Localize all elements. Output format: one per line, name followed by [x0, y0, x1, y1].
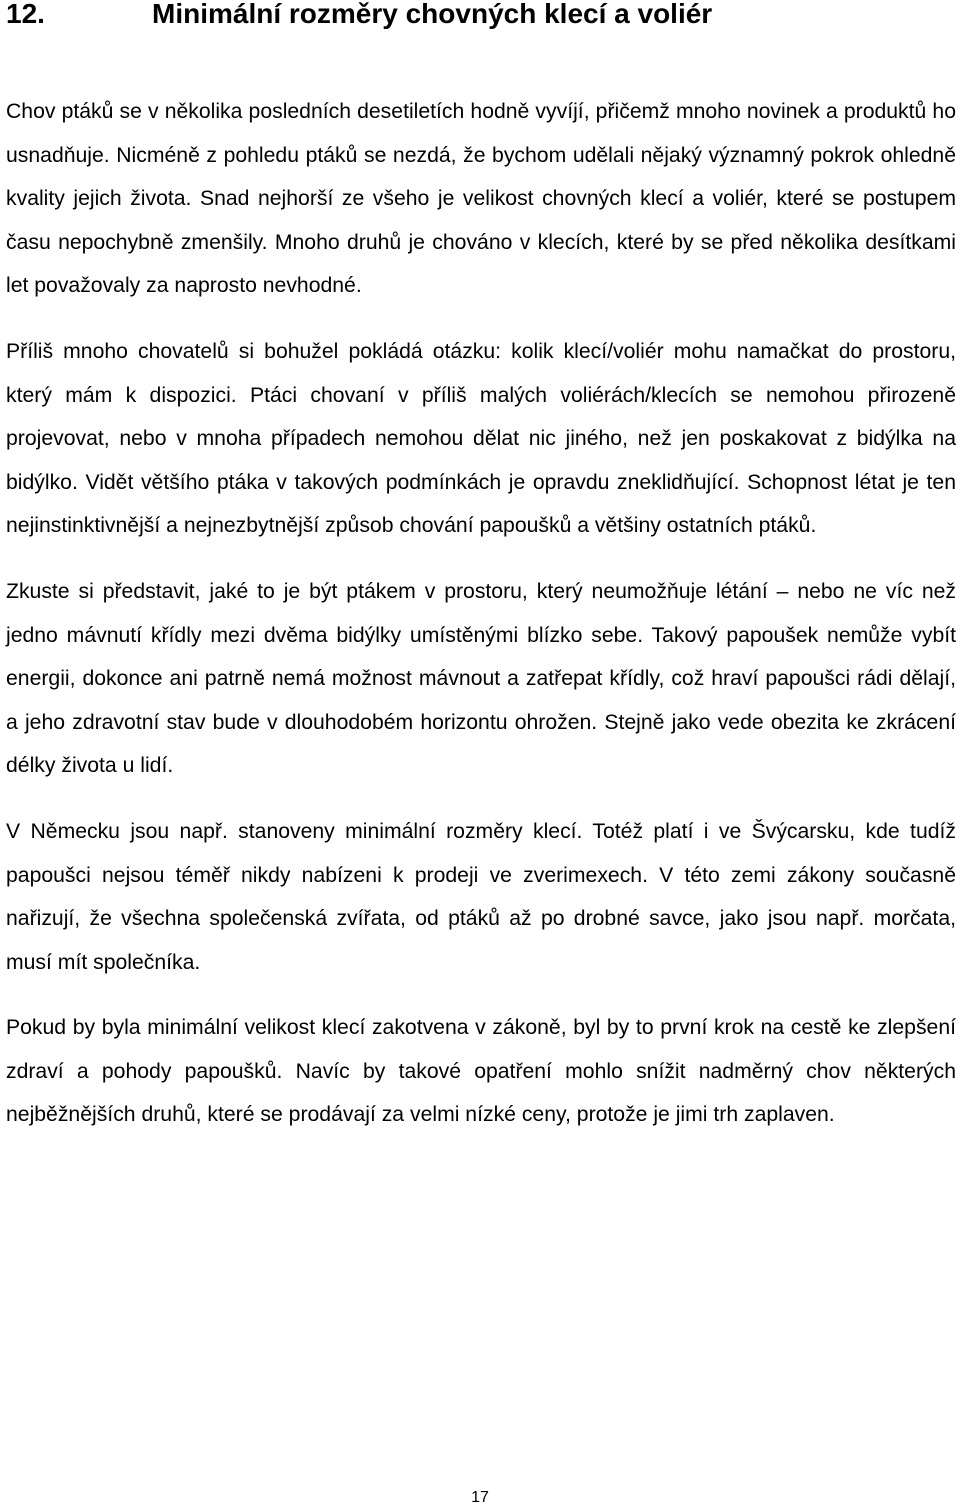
- paragraph: V Německu jsou např. stanoveny minimální rozměry klecí. Totéž platí i ve Švýcarsku, kde tudíž papoušci nejsou téměř nikdy nabízeni k prodeji ve zverimexech. V této zemi zákony současně nařizují, že všechna společenská zvířata, od ptáků až po drobné savce, jako jsou např. morčata, musí mít společníka.: [6, 819, 956, 974]
- paragraph: Pokud by byla minimální velikost klecí zakotvena v zákoně, byl by to první krok na cestě ke zlepšení zdraví a pohody papoušků. Navíc by takové opatření mohlo snížit nadměrný chov některých nejběžnějších druhů, které se prodávají za velmi nízké ceny, protože je jimi trh zaplaven.: [6, 1016, 956, 1127]
- paragraph: Zkuste si představit, jaké to je být ptákem v prostoru, který neumožňuje létání – nebo ne víc než jedno mávnutí křídly mezi dvěma bidýlky umístěnými blízko sebe. Takový papoušek nemůže vybít energii, dokonce ani patrně nemá možnost mávnout a zatřepat křídly, což hraví papoušci rádi dělají, a jeho zdravotní stav bude v dlouhodobém horizontu ohrožen. Stejně jako vede obezita ke zkrácení délky života u lidí.: [6, 579, 956, 778]
- paragraph: Chov ptáků se v několika posledních desetiletích hodně vyvíjí, přičemž mnoho novinek a produktů ho usnadňuje. Nicméně z pohledu ptáků se nezdá, že bychom udělali nějaký významný pokrok ohledně kvality jejich života. Snad nejhorší ze všeho je velikost chovných klecí a voliér, které se postupem času nepochybně zmenšily. Mnoho druhů je chováno v klecích, které by se před několika desítkami let považovaly za naprosto nevhodné.: [6, 100, 956, 298]
- paragraph: Příliš mnoho chovatelů si bohužel pokládá otázku: kolik klecí/voliér mohu namačkat do prostoru, který mám k dispozici. Ptáci chovaní v příliš malých voliérách/klecích se nemohou přirozeně projevovat, nebo v mnoha případech nemohou dělat nic jiného, než jen poskakovat z bidýlka na bidýlko. Vidět většího ptáka v takových podmínkách je opravdu zneklidňující. Schopnost létat je ten nejinstinktivnější a nejnezbytnější způsob chování papoušků a většiny ostatních ptáků.: [6, 339, 956, 538]
- section-title: Minimální rozměry chovných klecí a voliér: [152, 0, 713, 29]
- body-text: [6, 90, 956, 1159]
- page-number: 17: [471, 1489, 489, 1506]
- section-heading: [6, 0, 956, 34]
- section-number: 12.: [6, 0, 45, 29]
